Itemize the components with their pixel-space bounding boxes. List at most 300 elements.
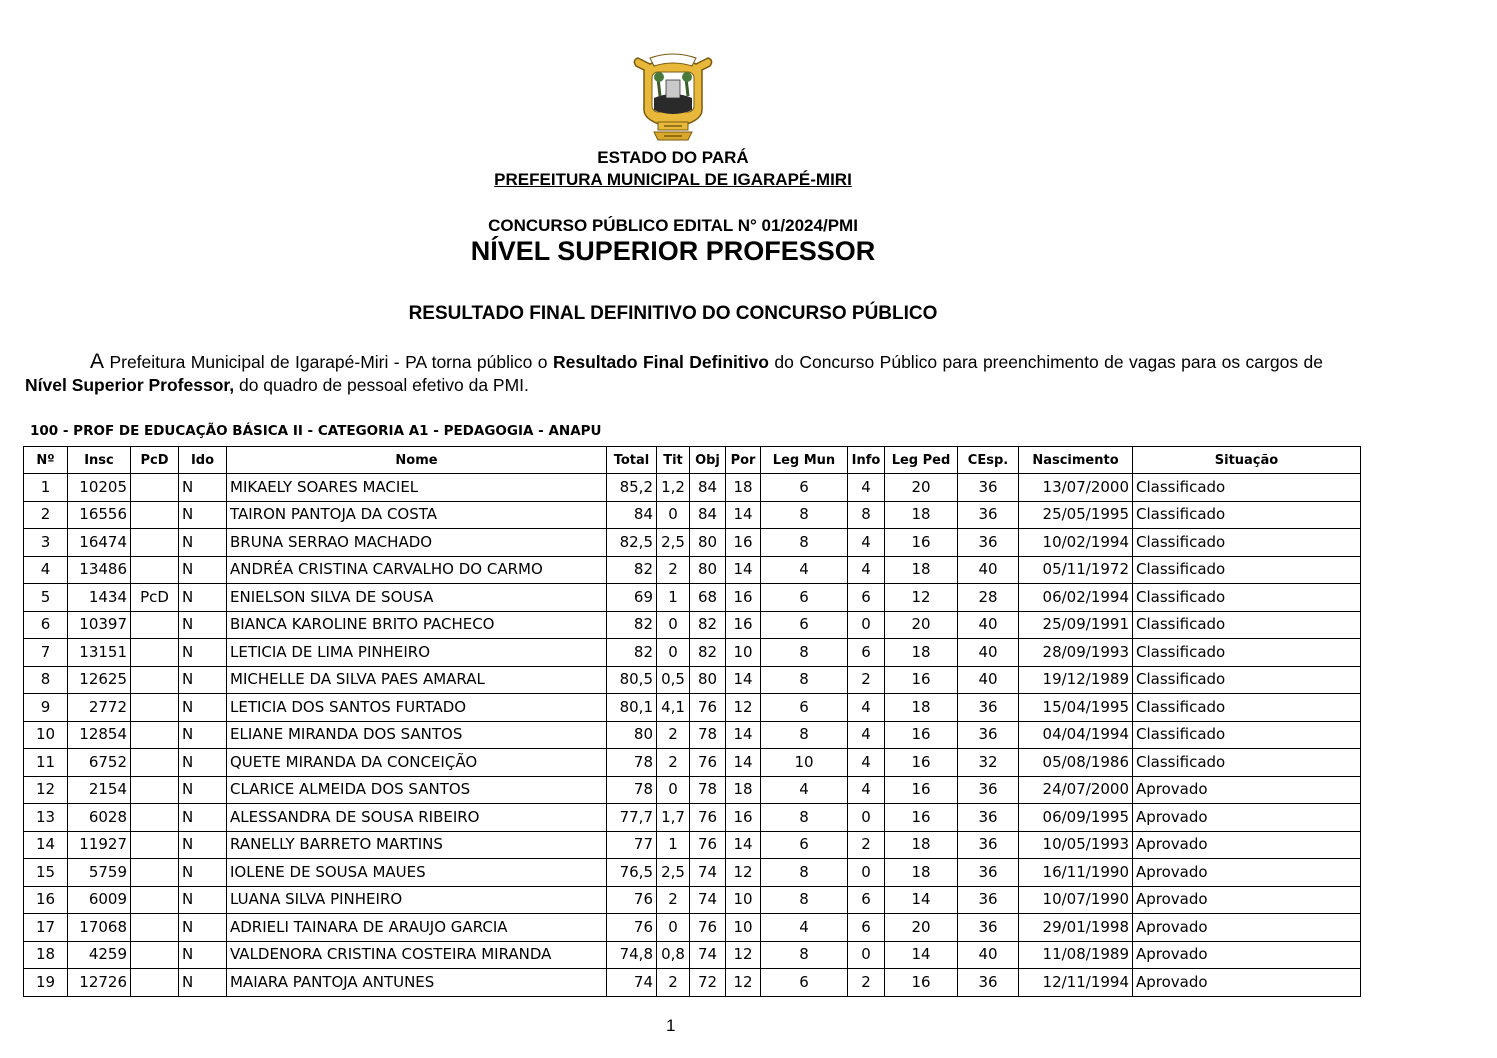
cell-rank: 15 — [24, 859, 68, 887]
city-hall-name: PREFEITURA MUNICIPAL DE IGARAPÉ-MIRI — [494, 170, 852, 189]
cell-leg-ped: 18 — [885, 694, 958, 722]
cell-leg-ped: 16 — [885, 969, 958, 997]
cell-info: 8 — [848, 501, 885, 529]
col-header: Leg Mun — [761, 447, 848, 474]
cell-name: ANDRÉA CRISTINA CARVALHO DO CARMO — [227, 556, 607, 584]
intro-paragraph — [25, 350, 1323, 397]
cell-info: 6 — [848, 584, 885, 612]
cell-name: ALESSANDRA DE SOUSA RIBEIRO — [227, 804, 607, 832]
cell-status: Classificado — [1133, 721, 1361, 749]
cell-status: Classificado — [1133, 749, 1361, 777]
cell-por: 10 — [726, 639, 761, 667]
cell-cesp: 36 — [958, 776, 1019, 804]
cell-ido: N — [179, 529, 227, 557]
cell-leg-mun: 6 — [761, 694, 848, 722]
cell-info: 4 — [848, 529, 885, 557]
cell-total: 76 — [607, 886, 657, 914]
cell-birthdate: 19/12/1989 — [1019, 666, 1133, 694]
cell-rank: 2 — [24, 501, 68, 529]
cell-tit: 2 — [657, 969, 690, 997]
cell-birthdate: 06/09/1995 — [1019, 804, 1133, 832]
cell-insc: 2772 — [68, 694, 131, 722]
cell-name: MAIARA PANTOJA ANTUNES — [227, 969, 607, 997]
cell-tit: 2,5 — [657, 859, 690, 887]
page-number: 1 — [666, 1016, 676, 1035]
cell-cesp: 36 — [958, 969, 1019, 997]
table-header-row — [24, 447, 1361, 474]
cell-ido: N — [179, 584, 227, 612]
cell-insc: 12625 — [68, 666, 131, 694]
cell-info: 2 — [848, 831, 885, 859]
cell-info: 2 — [848, 969, 885, 997]
cell-total: 82 — [607, 639, 657, 667]
cell-insc: 6028 — [68, 804, 131, 832]
cell-rank: 7 — [24, 639, 68, 667]
cell-name: ENIELSON SILVA DE SOUSA — [227, 584, 607, 612]
table-row — [24, 721, 1361, 749]
cell-tit: 0,5 — [657, 666, 690, 694]
cell-info: 4 — [848, 694, 885, 722]
cell-tit: 1,7 — [657, 804, 690, 832]
cell-obj: 76 — [690, 831, 726, 859]
cell-por: 10 — [726, 886, 761, 914]
cell-insc: 17068 — [68, 914, 131, 942]
col-header: PcD — [131, 447, 179, 474]
table-row — [24, 584, 1361, 612]
table-row — [24, 859, 1361, 887]
cell-cesp: 36 — [958, 831, 1019, 859]
cell-por: 12 — [726, 941, 761, 969]
table-row — [24, 914, 1361, 942]
cell-leg-mun: 6 — [761, 969, 848, 997]
cell-leg-mun: 8 — [761, 804, 848, 832]
table-row — [24, 501, 1361, 529]
cell-leg-mun: 6 — [761, 611, 848, 639]
cell-leg-mun: 4 — [761, 556, 848, 584]
cell-leg-ped: 18 — [885, 831, 958, 859]
cell-leg-mun: 8 — [761, 501, 848, 529]
cell-por: 12 — [726, 859, 761, 887]
cell-birthdate: 04/04/1994 — [1019, 721, 1133, 749]
cell-total: 85,2 — [607, 474, 657, 502]
cell-leg-mun: 8 — [761, 639, 848, 667]
col-header: Total — [607, 447, 657, 474]
cell-tit: 0 — [657, 611, 690, 639]
cell-ido: N — [179, 804, 227, 832]
cell-cesp: 40 — [958, 556, 1019, 584]
cell-rank: 1 — [24, 474, 68, 502]
cell-obj: 80 — [690, 666, 726, 694]
cell-status: Classificado — [1133, 556, 1361, 584]
cell-ido: N — [179, 969, 227, 997]
cell-leg-mun: 4 — [761, 914, 848, 942]
cell-ido: N — [179, 694, 227, 722]
cell-tit: 0,8 — [657, 941, 690, 969]
cell-leg-mun: 10 — [761, 749, 848, 777]
cell-pcd — [131, 501, 179, 529]
cell-tit: 0 — [657, 639, 690, 667]
cell-por: 16 — [726, 804, 761, 832]
cell-name: LETICIA DOS SANTOS FURTADO — [227, 694, 607, 722]
cell-total: 76 — [607, 914, 657, 942]
cell-obj: 78 — [690, 721, 726, 749]
cell-leg-ped: 20 — [885, 914, 958, 942]
cell-name: MIKAELY SOARES MACIEL — [227, 474, 607, 502]
cell-info: 0 — [848, 611, 885, 639]
cell-status: Aprovado — [1133, 831, 1361, 859]
cell-rank: 11 — [24, 749, 68, 777]
cell-leg-ped: 16 — [885, 721, 958, 749]
cell-ido: N — [179, 831, 227, 859]
cell-pcd — [131, 666, 179, 694]
cell-ido: N — [179, 639, 227, 667]
cell-name: MICHELLE DA SILVA PAES AMARAL — [227, 666, 607, 694]
intro-text-3: do quadro de pessoal efetivo da PMI. — [234, 375, 529, 395]
cell-obj: 74 — [690, 859, 726, 887]
cell-name: BRUNA SERRAO MACHADO — [227, 529, 607, 557]
cell-por: 16 — [726, 584, 761, 612]
cell-obj: 76 — [690, 804, 726, 832]
cell-rank: 5 — [24, 584, 68, 612]
cell-por: 12 — [726, 694, 761, 722]
cell-rank: 16 — [24, 886, 68, 914]
cell-pcd — [131, 694, 179, 722]
cell-cesp: 28 — [958, 584, 1019, 612]
cell-por: 14 — [726, 556, 761, 584]
cell-insc: 13151 — [68, 639, 131, 667]
cell-tit: 2 — [657, 886, 690, 914]
cell-name: ELIANE MIRANDA DOS SANTOS — [227, 721, 607, 749]
cell-info: 6 — [848, 914, 885, 942]
cell-total: 76,5 — [607, 859, 657, 887]
cell-tit: 0 — [657, 914, 690, 942]
col-header: Obj — [690, 447, 726, 474]
cell-info: 6 — [848, 886, 885, 914]
cell-birthdate: 28/09/1993 — [1019, 639, 1133, 667]
cell-name: ADRIELI TAINARA DE ARAUJO GARCIA — [227, 914, 607, 942]
cell-status: Classificado — [1133, 639, 1361, 667]
cell-birthdate: 05/11/1972 — [1019, 556, 1133, 584]
cell-total: 82 — [607, 556, 657, 584]
cell-insc: 4259 — [68, 941, 131, 969]
cell-cesp: 36 — [958, 474, 1019, 502]
cell-status: Aprovado — [1133, 886, 1361, 914]
cell-status: Classificado — [1133, 474, 1361, 502]
cell-obj: 82 — [690, 639, 726, 667]
cell-obj: 76 — [690, 694, 726, 722]
cell-rank: 6 — [24, 611, 68, 639]
cell-birthdate: 10/07/1990 — [1019, 886, 1133, 914]
cell-pcd: PcD — [131, 584, 179, 612]
cell-tit: 2 — [657, 556, 690, 584]
cell-cesp: 36 — [958, 914, 1019, 942]
table-row — [24, 941, 1361, 969]
cell-por: 16 — [726, 529, 761, 557]
cell-pcd — [131, 721, 179, 749]
cell-birthdate: 05/08/1986 — [1019, 749, 1133, 777]
cell-pcd — [131, 611, 179, 639]
cell-obj: 72 — [690, 969, 726, 997]
cell-status: Classificado — [1133, 529, 1361, 557]
intro-bold-2: Nível Superior Professor, — [25, 375, 235, 395]
cell-por: 14 — [726, 501, 761, 529]
cell-rank: 4 — [24, 556, 68, 584]
cell-pcd — [131, 749, 179, 777]
table-row — [24, 831, 1361, 859]
cell-ido: N — [179, 886, 227, 914]
cell-ido: N — [179, 556, 227, 584]
cell-tit: 0 — [657, 776, 690, 804]
cell-birthdate: 24/07/2000 — [1019, 776, 1133, 804]
cell-ido: N — [179, 666, 227, 694]
cell-insc: 10397 — [68, 611, 131, 639]
cell-por: 14 — [726, 749, 761, 777]
cell-name: RANELLY BARRETO MARTINS — [227, 831, 607, 859]
cell-rank: 19 — [24, 969, 68, 997]
col-header: Leg Ped — [885, 447, 958, 474]
cell-total: 78 — [607, 749, 657, 777]
cell-leg-mun: 8 — [761, 886, 848, 914]
cell-total: 80 — [607, 721, 657, 749]
table-row — [24, 969, 1361, 997]
cell-leg-mun: 6 — [761, 474, 848, 502]
cell-insc: 1434 — [68, 584, 131, 612]
cell-leg-ped: 16 — [885, 666, 958, 694]
cell-insc: 13486 — [68, 556, 131, 584]
cell-por: 16 — [726, 611, 761, 639]
table-row — [24, 886, 1361, 914]
cell-por: 14 — [726, 831, 761, 859]
cell-name: IOLENE DE SOUSA MAUES — [227, 859, 607, 887]
col-header: Situação — [1133, 447, 1361, 474]
cell-ido: N — [179, 474, 227, 502]
cell-insc: 12854 — [68, 721, 131, 749]
cell-obj: 76 — [690, 749, 726, 777]
table-row — [24, 474, 1361, 502]
cell-rank: 13 — [24, 804, 68, 832]
col-header: Tit — [657, 447, 690, 474]
cell-leg-mun: 6 — [761, 831, 848, 859]
cell-cesp: 40 — [958, 611, 1019, 639]
cell-info: 4 — [848, 776, 885, 804]
cell-birthdate: 16/11/1990 — [1019, 859, 1133, 887]
cell-tit: 2 — [657, 749, 690, 777]
cell-total: 80,5 — [607, 666, 657, 694]
table-row — [24, 639, 1361, 667]
cell-total: 69 — [607, 584, 657, 612]
cell-rank: 17 — [24, 914, 68, 942]
cell-tit: 4,1 — [657, 694, 690, 722]
cell-por: 18 — [726, 776, 761, 804]
cell-leg-ped: 18 — [885, 501, 958, 529]
cell-tit: 1 — [657, 831, 690, 859]
cell-pcd — [131, 776, 179, 804]
col-header: Nº — [24, 447, 68, 474]
cell-total: 84 — [607, 501, 657, 529]
cell-leg-mun: 8 — [761, 721, 848, 749]
cell-leg-ped: 14 — [885, 941, 958, 969]
cell-por: 14 — [726, 721, 761, 749]
col-header: Nome — [227, 447, 607, 474]
cell-obj: 74 — [690, 941, 726, 969]
cell-info: 4 — [848, 556, 885, 584]
cell-tit: 2 — [657, 721, 690, 749]
cell-total: 80,1 — [607, 694, 657, 722]
cell-insc: 12726 — [68, 969, 131, 997]
table-row — [24, 666, 1361, 694]
cell-pcd — [131, 969, 179, 997]
cell-info: 0 — [848, 859, 885, 887]
cell-cesp: 32 — [958, 749, 1019, 777]
cell-total: 78 — [607, 776, 657, 804]
cell-name: LETICIA DE LIMA PINHEIRO — [227, 639, 607, 667]
cell-leg-ped: 18 — [885, 639, 958, 667]
cell-birthdate: 10/05/1993 — [1019, 831, 1133, 859]
cell-tit: 1,2 — [657, 474, 690, 502]
table-row — [24, 749, 1361, 777]
intro-text-1: Prefeitura Municipal de Igarapé-Miri - PA torna público o — [104, 352, 553, 372]
cell-rank: 12 — [24, 776, 68, 804]
cell-pcd — [131, 529, 179, 557]
cell-status: Aprovado — [1133, 914, 1361, 942]
cell-insc: 16556 — [68, 501, 131, 529]
cell-total: 74 — [607, 969, 657, 997]
cell-obj: 80 — [690, 556, 726, 584]
results-table — [23, 446, 1361, 997]
cell-obj: 80 — [690, 529, 726, 557]
table-row — [24, 611, 1361, 639]
cell-rank: 9 — [24, 694, 68, 722]
col-header: Info — [848, 447, 885, 474]
cell-name: CLARICE ALMEIDA DOS SANTOS — [227, 776, 607, 804]
cell-cesp: 36 — [958, 859, 1019, 887]
cell-leg-ped: 16 — [885, 804, 958, 832]
cell-pcd — [131, 914, 179, 942]
cell-insc: 16474 — [68, 529, 131, 557]
cell-ido: N — [179, 721, 227, 749]
cell-birthdate: 15/04/1995 — [1019, 694, 1133, 722]
intro-text-2: do Concurso Público para preenchimento de vagas para os cargos de — [769, 352, 1323, 372]
cell-leg-mun: 4 — [761, 776, 848, 804]
cell-cesp: 40 — [958, 666, 1019, 694]
level-title: NÍVEL SUPERIOR PROFESSOR — [470, 236, 876, 266]
cell-birthdate: 11/08/1989 — [1019, 941, 1133, 969]
cell-tit: 0 — [657, 501, 690, 529]
cell-status: Aprovado — [1133, 776, 1361, 804]
cell-name: VALDENORA CRISTINA COSTEIRA MIRANDA — [227, 941, 607, 969]
cell-ido: N — [179, 859, 227, 887]
cell-cesp: 40 — [958, 941, 1019, 969]
cell-rank: 14 — [24, 831, 68, 859]
category-title: 100 - PROF DE EDUCAÇÃO BÁSICA II - CATEGORIA A1 - PEDAGOGIA - ANAPU — [30, 423, 602, 439]
table-row — [24, 694, 1361, 722]
cell-leg-ped: 18 — [885, 556, 958, 584]
cell-info: 6 — [848, 639, 885, 667]
cell-ido: N — [179, 941, 227, 969]
cell-birthdate: 10/02/1994 — [1019, 529, 1133, 557]
cell-total: 77 — [607, 831, 657, 859]
cell-obj: 82 — [690, 611, 726, 639]
table-row — [24, 804, 1361, 832]
notice-number: CONCURSO PÚBLICO EDITAL N° 01/2024/PMI — [488, 216, 858, 235]
cell-status: Classificado — [1133, 694, 1361, 722]
cell-info: 4 — [848, 474, 885, 502]
cell-obj: 78 — [690, 776, 726, 804]
cell-cesp: 36 — [958, 886, 1019, 914]
cell-rank: 18 — [24, 941, 68, 969]
cell-total: 74,8 — [607, 941, 657, 969]
cell-insc: 6009 — [68, 886, 131, 914]
cell-birthdate: 06/02/1994 — [1019, 584, 1133, 612]
cell-name: BIANCA KAROLINE BRITO PACHECO — [227, 611, 607, 639]
cell-leg-ped: 18 — [885, 859, 958, 887]
col-header: Por — [726, 447, 761, 474]
cell-insc: 11927 — [68, 831, 131, 859]
cell-rank: 3 — [24, 529, 68, 557]
cell-obj: 76 — [690, 914, 726, 942]
cell-rank: 10 — [24, 721, 68, 749]
cell-status: Classificado — [1133, 584, 1361, 612]
cell-status: Aprovado — [1133, 941, 1361, 969]
cell-ido: N — [179, 914, 227, 942]
cell-leg-ped: 16 — [885, 529, 958, 557]
cell-info: 4 — [848, 749, 885, 777]
cell-status: Classificado — [1133, 666, 1361, 694]
col-header: Insc — [68, 447, 131, 474]
cell-tit: 2,5 — [657, 529, 690, 557]
cell-status: Aprovado — [1133, 969, 1361, 997]
cell-insc: 2154 — [68, 776, 131, 804]
cell-info: 4 — [848, 721, 885, 749]
cell-pcd — [131, 474, 179, 502]
cell-obj: 68 — [690, 584, 726, 612]
cell-name: LUANA SILVA PINHEIRO — [227, 886, 607, 914]
cell-cesp: 36 — [958, 529, 1019, 557]
cell-ido: N — [179, 749, 227, 777]
intro-first-letter: A — [90, 350, 105, 373]
cell-birthdate: 29/01/1998 — [1019, 914, 1133, 942]
intro-bold-1: Resultado Final Definitivo — [552, 352, 769, 372]
cell-por: 12 — [726, 969, 761, 997]
cell-leg-mun: 6 — [761, 584, 848, 612]
cell-name: QUETE MIRANDA DA CONCEIÇÃO — [227, 749, 607, 777]
col-header: Ido — [179, 447, 227, 474]
cell-birthdate: 25/09/1991 — [1019, 611, 1133, 639]
cell-leg-mun: 8 — [761, 859, 848, 887]
cell-ido: N — [179, 611, 227, 639]
cell-status: Aprovado — [1133, 859, 1361, 887]
cell-status: Aprovado — [1133, 804, 1361, 832]
cell-ido: N — [179, 776, 227, 804]
cell-total: 77,7 — [607, 804, 657, 832]
result-title: RESULTADO FINAL DEFINITIVO DO CONCURSO PÚBLICO — [408, 303, 938, 324]
cell-cesp: 36 — [958, 501, 1019, 529]
cell-cesp: 40 — [958, 639, 1019, 667]
cell-pcd — [131, 556, 179, 584]
cell-cesp: 36 — [958, 694, 1019, 722]
cell-info: 2 — [848, 666, 885, 694]
cell-insc: 6752 — [68, 749, 131, 777]
cell-birthdate: 13/07/2000 — [1019, 474, 1133, 502]
cell-pcd — [131, 831, 179, 859]
cell-leg-mun: 8 — [761, 941, 848, 969]
cell-leg-ped: 16 — [885, 749, 958, 777]
table-row — [24, 556, 1361, 584]
cell-pcd — [131, 941, 179, 969]
cell-status: Classificado — [1133, 501, 1361, 529]
cell-birthdate: 25/05/1995 — [1019, 501, 1133, 529]
table-row — [24, 529, 1361, 557]
